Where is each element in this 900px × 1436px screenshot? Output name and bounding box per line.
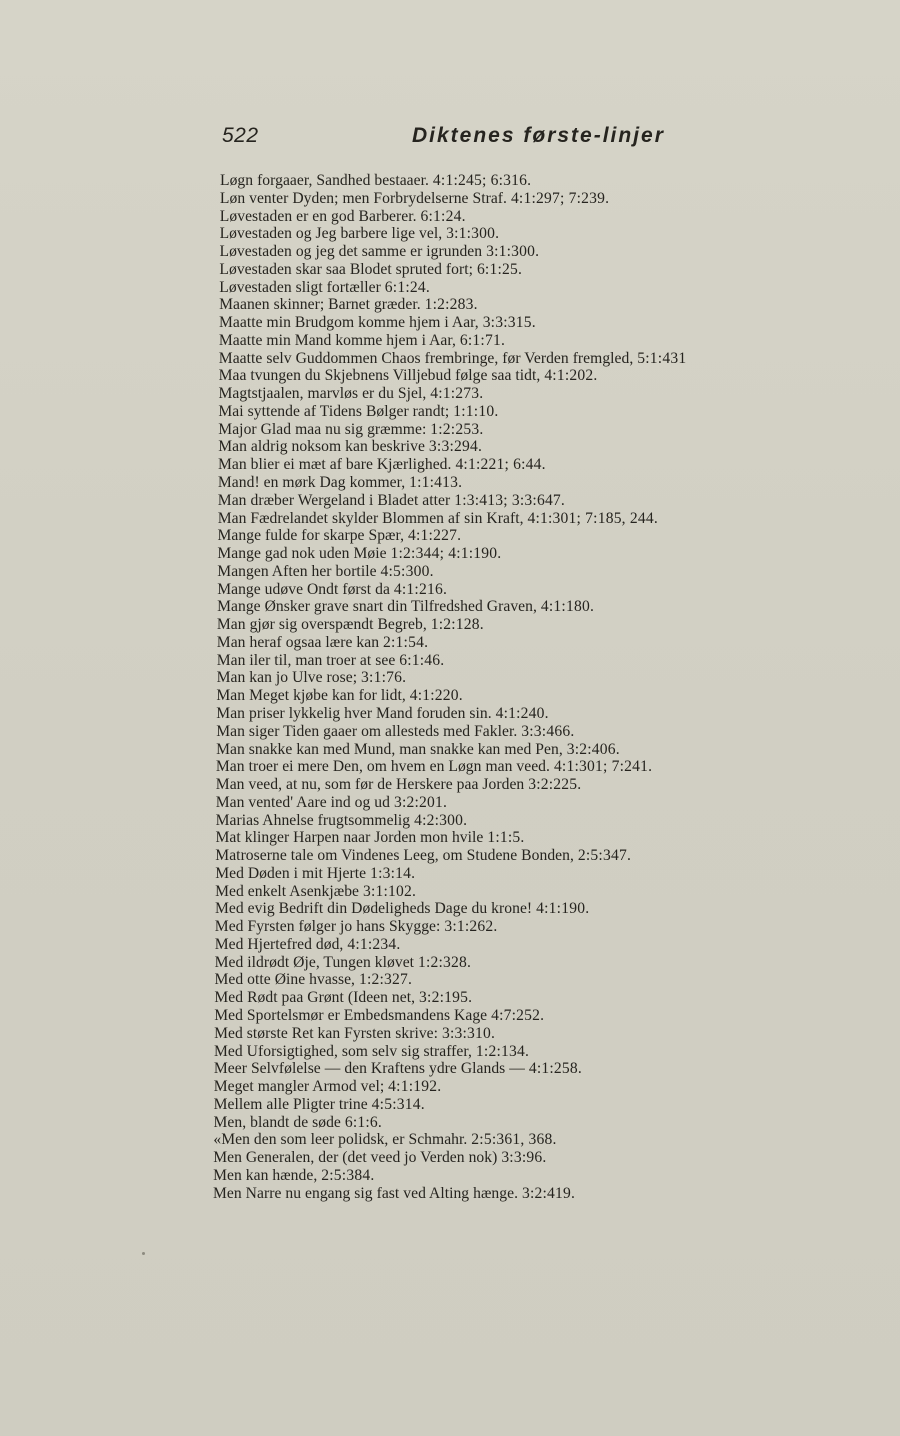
index-entry [0, 279, 900, 297]
index-entry [0, 367, 900, 385]
entry-reference: 1:2:328. [418, 953, 472, 971]
entry-reference: 4:1:245; 6:316. [432, 172, 532, 189]
entry-first-line: Maa tvungen du Skjebnens Villjebud følge saa tidt, [218, 367, 541, 385]
entry-first-line: Man blier ei mæt af bare Kjærlighed. [218, 456, 452, 474]
index-entry [0, 1096, 900, 1114]
entry-reference: 6:1:24. [420, 207, 466, 225]
entry-first-line: Marias Ahnelse frugtsommelig [215, 811, 411, 829]
index-entry [0, 705, 900, 723]
entry-reference: 3:2:419. [521, 1184, 576, 1202]
entry-reference: 1:3:14. [370, 864, 416, 882]
index-entry [0, 652, 900, 670]
index-entry [0, 936, 900, 954]
entry-first-line: Man gjør sig overspændt Begreb, [216, 616, 427, 634]
entry-first-line: Major Glad maa nu sig græmme: [218, 420, 427, 438]
entry-first-line: Mand! en mørk Dag kommer, [217, 474, 406, 492]
index-entry [0, 971, 900, 989]
entry-reference: 1:2:253. [430, 420, 484, 438]
entry-reference: 2:1:54. [383, 633, 429, 651]
index-entry [0, 829, 900, 847]
entry-first-line: Løvestaden og Jeg barbere lige vel, [219, 225, 443, 243]
index-entry [0, 900, 900, 918]
index-entry [0, 581, 900, 599]
entry-reference: 1:1:10. [453, 402, 499, 420]
index-entry [0, 456, 900, 474]
entry-reference: 4:1:180. [540, 598, 595, 616]
entry-reference: 4:1:258. [528, 1060, 583, 1078]
index-entry [0, 261, 900, 279]
index-entry [0, 1185, 900, 1203]
index-entry [0, 1131, 900, 1149]
entry-reference: 4:1:234. [347, 935, 401, 953]
index-entry [0, 172, 900, 190]
entry-reference: 6:1:71. [459, 331, 506, 349]
index-entry [0, 1078, 900, 1096]
entry-first-line: Man veed, at nu, som før de Herskere paa Jorden [215, 776, 525, 794]
entry-reference: 4:2:300. [414, 811, 468, 829]
entry-reference: 4:1:227. [408, 527, 462, 545]
entry-first-line: Med enkelt Asenkjæbe [215, 882, 360, 900]
entry-reference: 5:1:431 [637, 349, 687, 367]
entry-first-line: Matroserne tale om Vindenes Leeg, om Studene Bonden, [215, 847, 574, 865]
index-entry [0, 1114, 900, 1132]
index-entry [0, 1060, 900, 1078]
entry-first-line: Maatte selv Guddommen Chaos frembringe, før Verden fremgled, [218, 349, 634, 367]
entry-reference: 1:2:134. [475, 1042, 530, 1060]
entry-first-line: Løvestaden er en god Barberer. [219, 207, 417, 225]
entry-first-line: Men Generalen, der (det veed jo Verden nok) [213, 1149, 498, 1167]
entry-first-line: Man aldrig noksom kan beskrive [218, 438, 425, 456]
entry-reference: 3:2:201. [393, 793, 448, 811]
entry-reference: 4:1:297; 7:239. [510, 189, 610, 207]
index-entry [0, 634, 900, 652]
entry-first-line: Maanen skinner; Barnet græder. [219, 296, 421, 314]
entry-first-line: Man siger Tiden gaaer om allesteds med Fakler. [216, 722, 518, 740]
entry-reference: 3:3:96. [501, 1149, 547, 1167]
entry-first-line: Med Rødt paa Grønt (Ideen net, [214, 989, 416, 1007]
index-entry [0, 510, 900, 528]
entry-reference: 4:1:192. [388, 1078, 442, 1096]
entry-first-line: Mangen Aften her bortile [217, 562, 377, 580]
entry-first-line: Mange udøve Ondt først da [217, 580, 390, 598]
entry-first-line: Mange Ønsker grave snart din Tilfredshed Graven, [217, 598, 537, 616]
index-entry [0, 403, 900, 421]
entry-reference: 4:5:300. [380, 562, 434, 580]
index-entry [0, 598, 900, 616]
entry-first-line: Med otte Øine hvasse, [214, 971, 355, 989]
entry-reference: 4:1:273. [430, 385, 484, 403]
index-entry [0, 954, 900, 972]
index-entry [0, 492, 900, 510]
entry-first-line: Løgn forgaaer, Sandhed bestaaer. [220, 172, 429, 189]
entry-reference: 3:3:315. [482, 314, 536, 332]
entry-first-line: Man vented' Aare ind og ud [215, 793, 390, 811]
index-entry [0, 723, 900, 741]
entry-reference: 4:1:220. [409, 687, 463, 705]
index-entry [0, 438, 900, 456]
index-entry [0, 883, 900, 901]
entry-first-line: Man kan jo Ulve rose; [216, 669, 358, 687]
entry-reference: 3:3:294. [428, 438, 483, 456]
entry-first-line: Mange gad nok uden Møie [217, 545, 387, 563]
index-entry [0, 1043, 900, 1061]
index-entry [0, 616, 900, 634]
entry-first-line: «Men den som leer polidsk, er Schmahr. [213, 1131, 468, 1149]
index-entry [0, 350, 900, 368]
entry-first-line: Man priser lykkelig hver Mand foruden sin. [216, 704, 492, 722]
entry-reference: 1:2:344; 4:1:190. [390, 545, 502, 563]
entry-reference: 1:1:5. [487, 829, 525, 847]
entry-first-line: Løvestaden sligt fortæller [219, 278, 381, 296]
index-entry [0, 989, 900, 1007]
index-entry [0, 1167, 900, 1185]
entry-reference: 4:1:301; 7:185, 244. [527, 509, 658, 527]
index-entry [0, 190, 900, 208]
entry-first-line: Mai syttende af Tidens Bølger randt; [218, 402, 450, 420]
index-entry [0, 1007, 900, 1025]
entry-reference: 6:1:24. [384, 278, 430, 296]
entry-reference: 3:3:310. [441, 1024, 496, 1042]
entry-reference: 4:1:216. [393, 580, 448, 598]
index-entry [0, 687, 900, 705]
index-entry [0, 865, 900, 883]
index-entry [0, 812, 900, 830]
entry-first-line: Man troer ei mere Den, om hvem en Løgn man veed. [215, 758, 550, 776]
index-entry [0, 225, 900, 243]
entry-first-line: Med Uforsigtighed, som selv sig straffer, [214, 1042, 472, 1060]
entry-reference: 1:1:413. [409, 474, 463, 492]
page-header [222, 124, 682, 154]
entry-reference: 3:1:262. [444, 918, 498, 936]
index-entry [0, 847, 900, 865]
entry-reference: 1:2:283. [424, 296, 478, 314]
index-entry [0, 474, 900, 492]
entry-first-line: Med største Ret kan Fyrsten skrive: [214, 1024, 439, 1042]
entry-first-line: Man Fædrelandet skylder Blommen af sin Kraft, [217, 509, 524, 527]
index-entry [0, 243, 900, 261]
entry-reference: 3:2:406. [566, 740, 620, 758]
entry-first-line: Meget mangler Armod vel; [213, 1078, 385, 1096]
entry-first-line: Man Meget kjøbe kan for lidt, [216, 687, 406, 705]
entry-reference: 3:1:300. [486, 243, 540, 261]
entry-reference: 3:2:195. [419, 989, 473, 1007]
entry-reference: 4:7:252. [491, 1006, 545, 1024]
entry-reference: 3:1:102. [362, 882, 417, 900]
index-entry [0, 1149, 900, 1167]
running-head: Diktenes første-linjer [412, 124, 665, 147]
entry-reference: 4:1:202. [544, 367, 598, 385]
entry-reference: 6:1:25. [476, 260, 523, 278]
entry-reference: 3:3:466. [521, 722, 575, 740]
entry-first-line: Men, blandt de søde [213, 1113, 341, 1131]
index-entry [0, 918, 900, 936]
first-lines-index [0, 172, 900, 1202]
index-entry [0, 385, 900, 403]
entry-first-line: Man iler til, man troer at see [216, 651, 396, 669]
entry-first-line: Magtstjaalen, marvløs er du Sjel, [218, 385, 427, 403]
entry-reference: 6:1:6. [344, 1113, 383, 1131]
entry-first-line: Med Sportelsmør er Embedsmandens Kage [214, 1006, 488, 1024]
entry-first-line: Med ildrødt Øje, Tungen kløvet [214, 953, 415, 971]
index-entry [0, 776, 900, 794]
index-entry [0, 545, 900, 563]
entry-first-line: Meer Selvfølelse — den Kraftens ydre Glands — [213, 1060, 525, 1078]
entry-reference: 3:2:225. [528, 776, 582, 794]
index-entry [0, 758, 900, 776]
index-entry [0, 208, 900, 226]
entry-reference: 6:1:46. [399, 651, 445, 669]
entry-reference: 3:1:76. [361, 669, 407, 687]
index-entry [0, 296, 900, 314]
entry-first-line: Men Narre nu engang sig fast ved Alting hænge. [213, 1184, 519, 1202]
entry-reference: 4:1:221; 6:44. [455, 456, 546, 474]
entry-reference: 2:5:347. [577, 847, 632, 865]
index-entry [0, 527, 900, 545]
index-entry [0, 794, 900, 812]
index-entry [0, 1025, 900, 1043]
entry-first-line: Maatte min Brudgom komme hjem i Aar, [219, 314, 479, 332]
entry-reference: 4:1:301; 7:241. [553, 758, 653, 776]
entry-reference: 2:5:361, 368. [471, 1131, 557, 1149]
page-number: 522 [222, 124, 259, 147]
entry-reference: 4:1:190. [536, 900, 590, 918]
entry-reference: 1:2:128. [430, 616, 484, 634]
entry-first-line: Mange fulde for skarpe Spær, [217, 527, 405, 545]
entry-reference: 3:1:300. [446, 225, 500, 243]
entry-first-line: Man dræber Wergeland i Bladet atter [217, 491, 451, 509]
entry-first-line: Mat klinger Harpen naar Jorden mon hvile [215, 829, 484, 847]
entry-reference: 1:3:413; 3:3:647. [454, 491, 566, 509]
entry-first-line: Løvestaden skar saa Blodet spruted fort; [219, 260, 473, 278]
index-entry [0, 563, 900, 581]
entry-first-line: Man heraf ogsaa lære kan [216, 633, 380, 651]
entry-reference: 2:5:384. [321, 1166, 375, 1184]
index-entry [0, 314, 900, 332]
entry-first-line: Maatte min Mand komme hjem i Aar, [218, 331, 456, 349]
index-entry [0, 669, 900, 687]
entry-first-line: Med Døden i mit Hjerte [215, 864, 367, 882]
entry-first-line: Man snakke kan med Mund, man snakke kan med Pen, [216, 740, 563, 758]
entry-first-line: Løn venter Dyden; men Forbrydelserne Straf. [219, 189, 507, 207]
index-entry [0, 741, 900, 759]
paper-speck [142, 1252, 145, 1255]
index-entry [0, 421, 900, 439]
entry-reference: 1:2:327. [358, 971, 413, 989]
entry-reference: 4:1:240. [495, 704, 549, 722]
entry-first-line: Med Hjertefred død, [214, 935, 344, 953]
entry-first-line: Løvestaden og jeg det samme er igrunden [219, 243, 483, 261]
entry-first-line: Men kan hænde, [213, 1166, 318, 1184]
entry-first-line: Med Fyrsten følger jo hans Skygge: [214, 918, 441, 936]
entry-first-line: Mellem alle Pligter trine [213, 1095, 368, 1113]
index-entry [0, 332, 900, 350]
entry-first-line: Med evig Bedrift din Dødeligheds Dage du krone! [215, 900, 533, 918]
entry-reference: 4:5:314. [371, 1095, 425, 1113]
